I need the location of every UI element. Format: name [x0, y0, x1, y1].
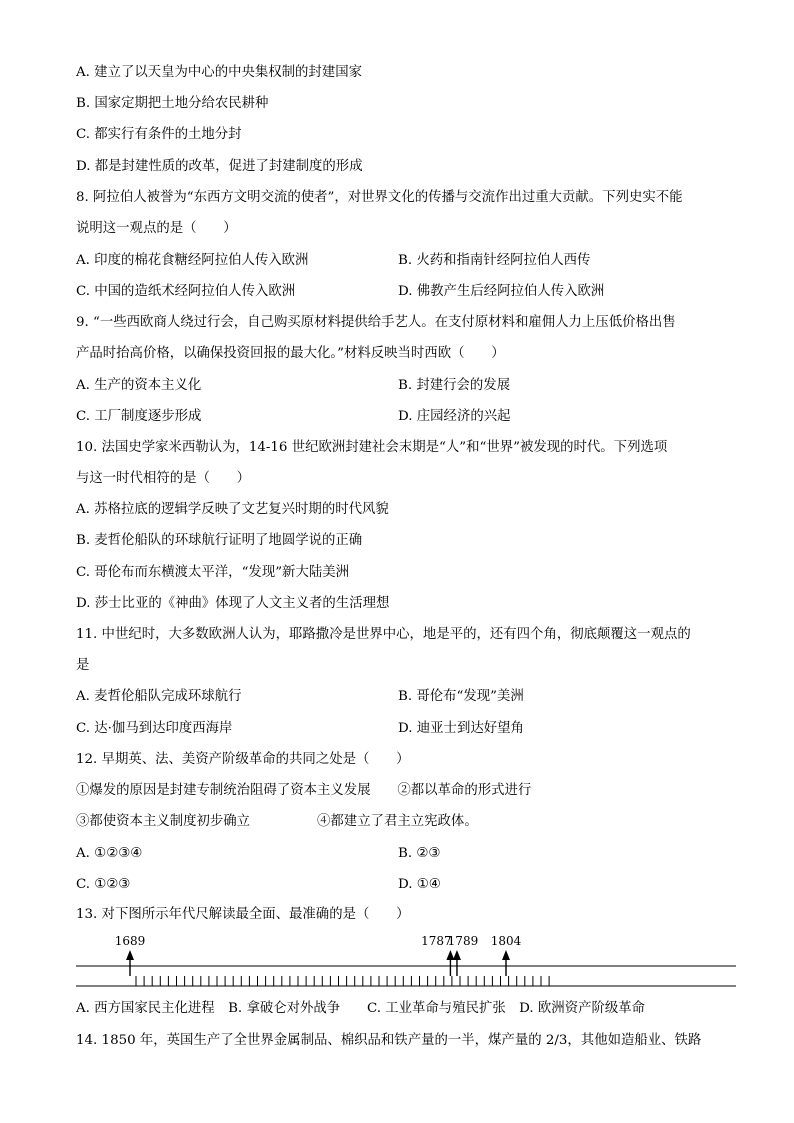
q12-statements-3-4: ③都使资本主义制度初步确立 ④都建立了君主立宪政体。 [76, 814, 478, 829]
q10-option-b: B. 麦哲伦船队的环球航行证明了地圆学说的正确 [76, 533, 363, 548]
timeline-marks [115, 934, 522, 976]
q9-option-b: B. 封建行会的发展 [398, 378, 511, 393]
q9-option-d: D. 庄园经济的兴起 [398, 409, 511, 424]
q13-options: A. 西方国家民主化进程 B. 拿破仑对外战争 C. 工业革命与殖民扩张 D. 欧洲资产阶级革命 [76, 1001, 646, 1016]
q10-stem-line2: 与这一时代相符的是（ ） [76, 471, 251, 486]
timeline-year-label: 1689 [114, 934, 146, 948]
timeline-arrow-head [446, 950, 454, 960]
q12-stem: 12. 早期英、法、美资产阶级革命的共同之处是（ ） [76, 752, 410, 767]
q11-option-c: C. 达·伽马到达印度西海岸 [76, 721, 233, 736]
q9-option-a: A. 生产的资本主义化 [76, 378, 202, 393]
q10-option-d: D. 莎士比亚的《神曲》体现了人文主义者的生活理想 [76, 596, 390, 611]
timeline-ticks [136, 976, 549, 986]
timeline-arrow-head [453, 950, 461, 960]
q11-stem-line1: 11. 中世纪时，大多数欧洲人认为，耶路撒冷是世界中心，地是平的，还有四个角，彻底颠覆这一观点的 [76, 627, 691, 642]
q8-option-d: D. 佛教产生后经阿拉伯人传入欧洲 [398, 284, 605, 299]
q11-option-a: A. 麦哲伦船队完成环球航行 [76, 689, 242, 704]
q10-option-a: A. 苏格拉底的逻辑学反映了文艺复兴时期的时代风貌 [76, 502, 389, 517]
q12-option-c: C. ①②③ [76, 877, 131, 892]
q13-timeline-figure [76, 930, 736, 996]
q9-stem-line1: 9. “一些西欧商人绕过行会，自己购买原材料提供给手艺人。在支付原材料和雇佣人力上压低价格出售 [76, 315, 676, 330]
q14-stem-line1: 14. 1850 年，英国生产了全世界金属制品、棉织品和铁产量的一半，煤产量的 2/3，其他如造船业、铁路 [76, 1033, 702, 1048]
q8-option-a: A. 印度的棉花食糖经阿拉伯人传入欧洲 [76, 253, 309, 268]
timeline-year-label: 1789 [447, 934, 479, 948]
timeline-mark-1804 [491, 934, 522, 976]
q7-option-a: A. 建立了以天皇为中心的中央集权制的封建国家 [76, 65, 362, 80]
q8-stem-line1: 8. 阿拉伯人被誉为“东西方文明交流的使者”，对世界文化的传播与交流作出过重大贡献。下列史实不能 [76, 190, 683, 205]
q7-option-c: C. 都实行有条件的土地分封 [76, 127, 242, 142]
q11-option-d: D. 迪亚士到达好望角 [398, 721, 524, 736]
timeline-year-label: 1804 [490, 934, 522, 948]
timeline-year-label: 1787 [421, 934, 452, 948]
q12-option-a: A. ①②③④ [76, 846, 143, 861]
q13-stem: 13. 对下图所示年代尺解读最全面、最准确的是（ ） [76, 907, 410, 922]
timeline-mark-1689 [115, 934, 146, 976]
q11-option-b: B. 哥伦布“发现”美洲 [398, 689, 524, 704]
q12-statements-1-2: ①爆发的原因是封建专制统治阻碍了资本主义发展 ②都以革命的形式进行 [76, 783, 532, 798]
timeline-ruler [76, 930, 736, 996]
timeline-arrow-head [126, 950, 134, 960]
q12-option-d: D. ①④ [398, 877, 441, 892]
q9-stem-line2: 产品时抬高价格，以确保投资回报的最大化。”材料反映当时西欧（ ） [76, 346, 505, 361]
q7-option-d: D. 都是封建性质的改革，促进了封建制度的形成 [76, 159, 363, 174]
q10-stem-line1: 10. 法国史学家米西勒认为，14-16 世纪欧洲封建社会末期是“人”和“世界”被发现的时代。下列选项 [76, 440, 668, 455]
q8-stem-line2: 说明这一观点的是（ ） [76, 221, 237, 236]
q8-option-c: C. 中国的造纸术经阿拉伯人传入欧洲 [76, 284, 296, 299]
q11-stem-line2: 是 [76, 658, 90, 673]
q12-option-b: B. ②③ [398, 846, 441, 861]
q10-option-c: C. 哥伦布而东横渡太平洋，“发现”新大陆美洲 [76, 565, 350, 580]
q8-option-b: B. 火药和指南针经阿拉伯人西传 [398, 253, 591, 268]
q7-option-b: B. 国家定期把土地分给农民耕种 [76, 96, 269, 111]
timeline-arrow-head [502, 950, 510, 960]
q9-option-c: C. 工厂制度逐步形成 [76, 409, 202, 424]
